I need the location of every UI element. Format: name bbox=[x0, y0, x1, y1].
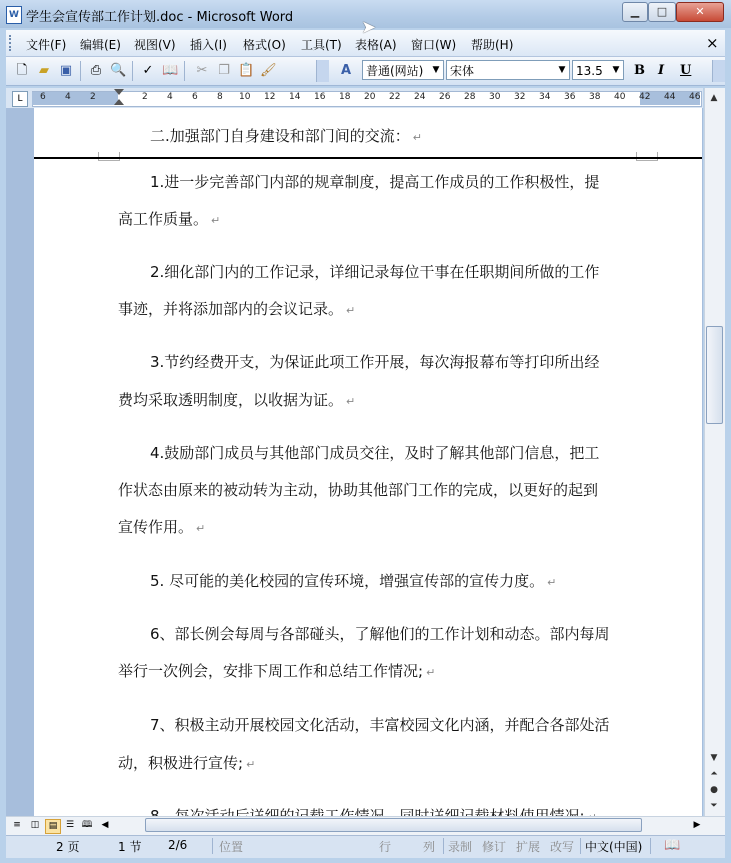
toolbar-options-icon[interactable] bbox=[712, 60, 725, 82]
word-app-icon[interactable]: W bbox=[6, 6, 22, 24]
ruler-number: 18 bbox=[339, 92, 351, 102]
doc-line bbox=[150, 563, 670, 601]
doc-line-text: 1.进一步完善部门内部的规章制度，提高工作成员的工作积极性，提 bbox=[150, 173, 600, 191]
doc-line bbox=[118, 201, 638, 239]
doc-line bbox=[118, 509, 638, 547]
doc-line-text: 6、部长例会每周与各部碰头，了解他们的工作计划和动态。部内每周 bbox=[150, 625, 610, 643]
doc-line bbox=[118, 382, 638, 420]
menu-insert[interactable]: 插入(I) bbox=[190, 38, 227, 52]
tab-selector-button[interactable]: L bbox=[12, 91, 28, 107]
research-icon[interactable]: 📖 bbox=[162, 63, 179, 78]
spelling-status-icon[interactable]: 📖 bbox=[664, 838, 681, 853]
ruler-number: 8 bbox=[217, 92, 223, 102]
font-size-select[interactable] bbox=[572, 60, 624, 80]
spelling-icon[interactable]: ✓ bbox=[142, 63, 154, 78]
doc-line-text: 3.节约经费开支，为保证此项工作开展，每次海报幕布等打印所出经 bbox=[150, 353, 600, 371]
ruler-number: 30 bbox=[489, 92, 501, 102]
ruler-number: 46 bbox=[689, 92, 701, 102]
ruler-number: 24 bbox=[414, 92, 426, 102]
doc-line bbox=[118, 291, 638, 329]
ruler-number: 12 bbox=[264, 92, 276, 102]
doc-line-text: 2.细化部门内的工作记录，详细记录每位干事在任职期间所做的工作 bbox=[150, 263, 600, 281]
menu-window[interactable]: 窗口(W) bbox=[411, 38, 457, 52]
ruler-number: 2 bbox=[142, 92, 148, 102]
paragraph-mark: ↵ bbox=[412, 131, 422, 144]
ruler-number: 44 bbox=[664, 92, 676, 102]
ruler-number: 38 bbox=[589, 92, 601, 102]
style-select-value: 普通(网站) bbox=[366, 64, 424, 78]
doc-line-text: 作状态由原来的被动转为主动，协助其他部门工作的完成，以更好的起到 bbox=[118, 481, 599, 499]
ruler-number: 4 bbox=[167, 92, 173, 102]
close-window-button[interactable]: ✕ bbox=[676, 2, 724, 22]
status-separator bbox=[580, 838, 581, 854]
ruler-number: 28 bbox=[464, 92, 476, 102]
status-separator bbox=[443, 838, 444, 854]
print-layout-view-icon[interactable]: ▤ bbox=[45, 819, 61, 834]
paragraph-mark: ↵ bbox=[196, 522, 206, 535]
menu-help[interactable]: 帮助(H) bbox=[471, 38, 514, 52]
doc-line-text: 举行一次例会，安排下周工作和总结工作情况; bbox=[118, 662, 424, 680]
doc-line bbox=[150, 435, 670, 472]
chevron-down-icon[interactable]: ▼ bbox=[429, 61, 443, 79]
cut-icon[interactable]: ✂ bbox=[196, 63, 208, 78]
doc-line bbox=[150, 707, 670, 744]
previous-page-icon[interactable]: ⏶ bbox=[710, 769, 718, 779]
style-select[interactable] bbox=[362, 60, 444, 80]
status-page: 2 页 bbox=[56, 840, 80, 854]
doc-line bbox=[150, 118, 670, 156]
scroll-right-icon[interactable]: ▶ bbox=[693, 820, 701, 830]
ruler-number: 4 bbox=[65, 92, 71, 102]
doc-line-text: 宣传作用。 bbox=[118, 518, 194, 536]
standard-toolbar bbox=[6, 57, 725, 86]
web-layout-view-icon[interactable]: ◫ bbox=[30, 820, 40, 830]
toolbar-separator bbox=[80, 61, 81, 81]
ruler-number: 20 bbox=[364, 92, 376, 102]
bold-button[interactable]: B bbox=[634, 63, 645, 78]
doc-line-text: 事迹，并将添加部内的会议记录。 bbox=[118, 300, 344, 318]
vertical-scroll-thumb[interactable] bbox=[706, 326, 723, 424]
ruler-number: 14 bbox=[289, 92, 301, 102]
doc-line bbox=[118, 653, 638, 691]
ruler-number: 32 bbox=[514, 92, 526, 102]
paragraph-mark: ↵ bbox=[426, 666, 436, 679]
paragraph-mark: ↵ bbox=[246, 758, 256, 771]
status-separator bbox=[212, 838, 213, 854]
doc-line bbox=[150, 254, 670, 291]
doc-line-text: 动，积极进行宣传; bbox=[118, 754, 244, 772]
doc-line-text: 5. 尽可能的美化校园的宣传环境，增强宣传部的宣传力度。 bbox=[150, 572, 545, 590]
scroll-down-icon[interactable]: ▼ bbox=[710, 753, 718, 763]
ruler-number: 36 bbox=[564, 92, 576, 102]
new-document-icon[interactable]: 🗋 bbox=[16, 63, 28, 78]
status-position: 位置 bbox=[219, 840, 244, 854]
outline-view-icon[interactable]: ☰ bbox=[65, 820, 75, 830]
close-document-button[interactable]: × bbox=[706, 34, 719, 52]
paragraph-mark: ↵ bbox=[346, 395, 356, 408]
doc-line-text: 7、积极主动开展校园文化活动，丰富校园文化内涵，并配合各部处活 bbox=[150, 716, 610, 734]
doc-line bbox=[150, 164, 670, 201]
underline-button[interactable]: U bbox=[680, 63, 692, 78]
open-folder-icon[interactable]: ▰ bbox=[39, 63, 49, 78]
status-track-changes-toggle[interactable]: 修订 bbox=[482, 840, 507, 854]
status-overtype-toggle[interactable]: 改写 bbox=[550, 840, 575, 854]
status-line: 行 bbox=[379, 840, 392, 854]
ruler-number: 6 bbox=[192, 92, 198, 102]
save-icon[interactable]: ▣ bbox=[59, 63, 73, 78]
reading-layout-view-icon[interactable]: 🕮 bbox=[81, 820, 93, 830]
first-line-indent-marker[interactable] bbox=[114, 89, 124, 95]
minimize-button[interactable]: ▁ bbox=[622, 2, 648, 22]
status-separator bbox=[650, 838, 651, 854]
toolbar-separator bbox=[132, 61, 133, 81]
toolbar-options-icon[interactable] bbox=[316, 60, 329, 82]
print-preview-icon[interactable]: 🔍 bbox=[110, 63, 127, 78]
chevron-down-icon[interactable]: ▼ bbox=[609, 61, 623, 79]
select-browse-object-icon[interactable]: ● bbox=[710, 785, 718, 795]
menu-view[interactable]: 视图(V) bbox=[134, 38, 176, 52]
vertical-scrollbar[interactable] bbox=[704, 88, 725, 816]
toolbar-separator bbox=[184, 61, 185, 81]
window-title: 学生会宣传部工作计划.doc - Microsoft Word bbox=[26, 10, 294, 25]
doc-line bbox=[118, 472, 638, 509]
doc-line bbox=[118, 745, 638, 783]
status-column: 列 bbox=[423, 840, 436, 854]
doc-line-text: 高工作质量。 bbox=[118, 210, 209, 228]
doc-line bbox=[150, 616, 670, 653]
page-break-line bbox=[34, 157, 702, 159]
ruler-number: 2 bbox=[90, 92, 96, 102]
doc-line-text: 4.鼓励部门成员与其他部门成员交往，及时了解其他部门信息，把工 bbox=[150, 444, 600, 462]
doc-line-clip bbox=[118, 790, 638, 816]
styles-formatting-icon[interactable]: A bbox=[340, 63, 352, 78]
scroll-left-icon[interactable]: ◀ bbox=[101, 820, 109, 830]
copy-icon[interactable]: ❐ bbox=[218, 63, 230, 78]
status-extend-toggle[interactable]: 扩展 bbox=[516, 840, 541, 854]
status-record-toggle[interactable]: 录制 bbox=[448, 840, 473, 854]
ruler-number: 16 bbox=[314, 92, 326, 102]
format-painter-icon[interactable]: 🖌 bbox=[260, 63, 277, 78]
menu-edit[interactable]: 编辑(E) bbox=[80, 38, 121, 52]
menu-grip-handle[interactable] bbox=[9, 35, 14, 51]
normal-view-icon[interactable]: ≡ bbox=[13, 820, 21, 830]
font-select[interactable] bbox=[446, 60, 570, 80]
paste-icon[interactable]: 📋 bbox=[238, 63, 255, 78]
chevron-down-icon[interactable]: ▼ bbox=[555, 61, 569, 79]
ruler-number: 34 bbox=[539, 92, 551, 102]
font-size-value: 13.5 bbox=[576, 64, 603, 78]
menu-file[interactable]: 文件(F) bbox=[26, 38, 67, 52]
maximize-button[interactable]: □ bbox=[648, 2, 676, 22]
paragraph-mark: ↵ bbox=[211, 214, 221, 227]
status-page-of: 2/6 bbox=[168, 838, 188, 852]
scroll-up-icon[interactable]: ▲ bbox=[710, 93, 718, 103]
italic-button[interactable]: I bbox=[658, 63, 665, 78]
doc-line-text: 费均采取透明制度，以收据为证。 bbox=[118, 391, 344, 409]
menu-tools[interactable]: 工具(T) bbox=[301, 38, 342, 52]
menu-table[interactable]: 表格(A) bbox=[355, 38, 397, 52]
paragraph-mark: ↵ bbox=[346, 304, 356, 317]
ruler-number: 10 bbox=[239, 92, 251, 102]
mouse-cursor-icon: ➤ bbox=[361, 17, 377, 38]
status-language[interactable]: 中文(中国) bbox=[585, 840, 643, 854]
ruler-number: 6 bbox=[40, 92, 46, 102]
print-icon[interactable]: ⎙ bbox=[90, 63, 102, 78]
next-page-icon[interactable]: ⏷ bbox=[710, 801, 718, 811]
ruler-number: 42 bbox=[639, 92, 651, 102]
menu-format[interactable]: 格式(O) bbox=[243, 38, 286, 52]
ruler-number: 26 bbox=[439, 92, 451, 102]
ruler-number: 40 bbox=[614, 92, 626, 102]
font-select-value: 宋体 bbox=[450, 64, 475, 78]
doc-line-text: 二.加强部门自身建设和部门间的交流： bbox=[150, 127, 410, 145]
doc-line bbox=[150, 344, 670, 381]
horizontal-scroll-thumb[interactable] bbox=[145, 818, 642, 832]
paragraph-mark: ↵ bbox=[547, 576, 557, 589]
ruler-number: 22 bbox=[389, 92, 401, 102]
status-section: 1 节 bbox=[118, 840, 142, 854]
hanging-indent-marker[interactable] bbox=[114, 99, 124, 105]
